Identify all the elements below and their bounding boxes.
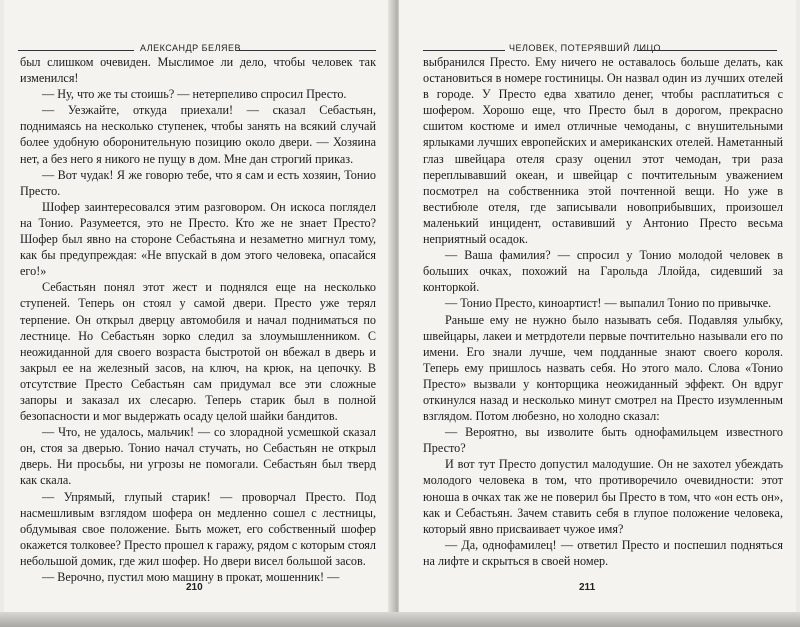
page-edge-shadow — [0, 612, 800, 627]
paragraph: — Упрямый, глупый старик! — проворчал Престо. Под насмешливым взглядом шофера он медленно сошел с лестницы, обдумывая свое положение. Быть может, его собственный шофер окажется толковее? Престо прошел к гаражу, рядом с которым стоял небольшой домик, где жил шофер. Но двери висел большой засов. — [20, 489, 376, 568]
paragraph: — Вот чудак! Я же говорю тебе, что я сам и есть хозяин, Тонио Престо. — [20, 167, 376, 198]
page-number-left: 210 — [186, 582, 203, 593]
header-rule — [18, 50, 134, 51]
paragraph: выбранился Престо. Ему ничего не оставалось больше делать, как остановиться в номере гостиницы. Он назвал один из лучших отелей в городе. У Престо едва хватило денег, чтобы расплатиться с шофером. Хорошо еще, что Престо был в дорогом, прекрасно сшитом костюме и имел отличные чемоданы, с внушительными ярлыками лучших европейских и американских отелей. Наметанный глаз швейцара отеля сразу оценил этот чемодан, три раза переплывавший океан, и швейцар с почтительным уважением посмотрел на собственника этой почтенной вещи. Но уже в вестибюле отеля, где записывали новоприбывших, произошел маленький инцидент, оставивший у Антонио Престо весьма неприятный осадок. — [423, 55, 783, 247]
running-head-title: ЧЕЛОВЕК, ПОТЕРЯВШИЙ ЛИЦО — [509, 43, 661, 53]
paragraph: — Верочно, пустил мою машину в прокат, мошенник! — — [42, 570, 340, 584]
paragraph: — Что, не удалось, мальчик! — со злорадной усмешкой сказал он, стоя за дверью. Тонио начал стучать, но Себастьян не открыл дверь. Ни просьбы, ни угрозы не помогали. Себастьян был тверд как скала. — [20, 425, 376, 488]
paragraph: И вот тут Престо допустил малодушие. Он не захотел убеждать молодого человека в том, что противоречило очевидности: этот юноша в очках так же не поверил бы Престо в том, что «он есть он», как и Себастьян. Зачем ставить себя в глупое положение человека, который явно присваивает чужое имя? — [423, 457, 783, 536]
paragraph: — Да, однофамилец! — ответил Престо и поспешил подняться на лифте и скрыться в своей номер. — [423, 537, 783, 568]
header-rule — [236, 50, 376, 51]
paragraph: был слишком очевиден. Мыслимое ли дело, чтобы человек так изменился! — [20, 55, 376, 86]
header-rule — [637, 50, 777, 51]
paragraph: Шофер заинтересовался этим разговором. Он искоса поглядел на Тонио. Разумеется, это не Престо. Кто же не знает Престо? Шофер был явно на стороне Себастьяна и незаметно мигнул тому, как бы предупреждая: «Не впускай в дом этого человека, опасайся его!» — [20, 199, 376, 279]
running-head-author: АЛЕКСАНДР БЕЛЯЕВ — [140, 43, 241, 53]
page-number-right: 211 — [579, 582, 596, 593]
right-page-text — [423, 54, 783, 569]
header-rule — [423, 50, 505, 51]
paragraph: Себастьян понял этот жест и поднялся еще на несколько ступеней. Теперь он стоял у самой двери. Престо уже терял терпение. Он открыл дверцу автомобиля и начал подниматься по лестнице. Но Себастьян зорко следил за злоумышленником. С неожиданной для своего возраста быстротой он вбежал в дверь и закрыл ее на железный засов, на ключ, на крюк, на цепочку. В отсутствие Престо Себастьян сам придумал все эти сложные запоры и заказал их слесарю. Теперь старик был в полной безопасности и мог выдержать осаду целой шайки бандитов. — [20, 280, 376, 424]
paragraph: — Уезжайте, откуда приехали! — сказал Себастьян, поднимаясь на несколько ступенек, чтобы занять на всякий случай более удобную оборонительную позицию около двери. — Хозяина нет, а без него я никого не пущу в дом. Мне дан строгий приказ. — [20, 103, 376, 166]
left-page-text — [20, 54, 376, 585]
right-page — [398, 0, 796, 612]
paragraph: — Ну, что же ты стоишь? — нетерпеливо спросил Престо. — [42, 87, 347, 102]
left-page — [4, 0, 394, 612]
paragraph: — Ваша фамилия? — спросил у Тонио молодой человек в больших очках, похожий на Гарольда Ллойда, сидевший за конторкой. — [423, 248, 783, 295]
paragraph: — Вероятно, вы изволите быть однофамильцем известного Престо? — [423, 425, 783, 456]
paragraph: — Тонио Престо, киноартист! — выпалил Тонио по привычке. — [445, 296, 772, 311]
paragraph: Раньше ему не нужно было называть себя. Подавляя улыбку, швейцары, лакеи и метрдотели первые почтительно называли его по имени. Его знали лучше, чем подданные знают своего короля. Теперь ему пришлось назвать себя. Но этого мало. Слова «Тонио Престо» вызвали у конторщика неожиданный эффект. Он вдруг откинулся назад и несколько минут смотрел на Престо изумленным взглядом. Потом любезно, но холодно сказал: — [423, 312, 783, 424]
